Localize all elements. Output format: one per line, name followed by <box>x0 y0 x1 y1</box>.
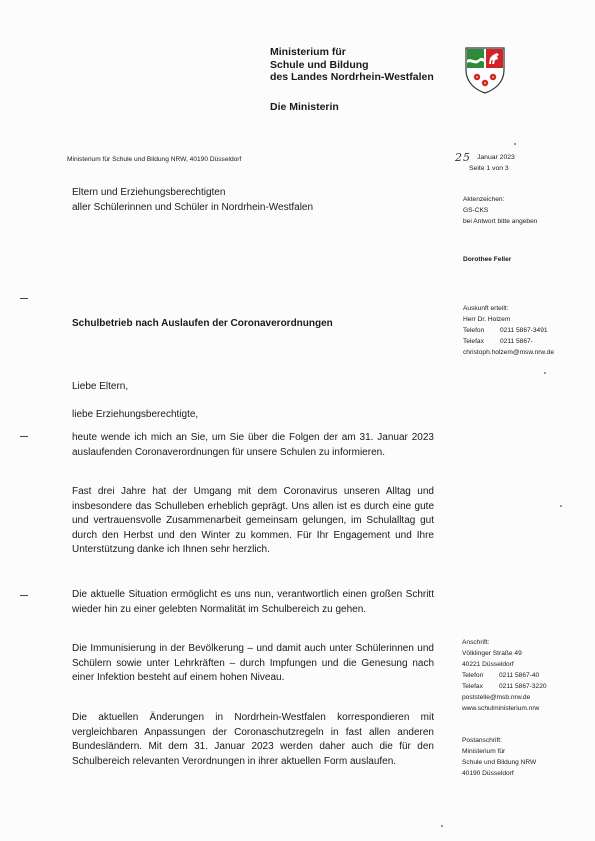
postal-line-1: Ministerium für <box>462 748 506 755</box>
address-fax-value: 0211 5867-3220 <box>499 683 547 690</box>
scan-speck <box>441 825 443 827</box>
contact-phone-value: 0211 5867-3491 <box>500 327 548 334</box>
contact-fax-value: 0211 5867- <box>500 338 533 345</box>
body-paragraph-3: Die aktuelle Situation ermöglicht es uns nun, verantwortlich einen großen Schritt wieder hin zu einer gelebten Normalität im Schulbereich zu gehen. <box>72 589 434 615</box>
scan-speck <box>560 505 562 507</box>
body-paragraph-2: Fast drei Jahre hat der Umgang mit dem Coronavirus unseren Alltag und insbesondere das Schulleben erheblich geprägt. Uns allen ist es durch eine gute und vertrauensvolle Zusammenarbeit gemeinsam gelungen, im Schulalltag gut durch den Herbst und den Winter zu kommen. Für Ihr Engagement und Ihre Unterstützung danke ich Ihnen sehr herzlich. <box>72 486 434 555</box>
scan-speck <box>544 372 546 374</box>
contact-phone-row <box>463 325 554 336</box>
contact-phone-label: Telefon <box>463 327 485 334</box>
nrw-coat-of-arms-icon <box>464 46 506 94</box>
reference-note: bei Antwort bitte angeben <box>463 218 538 225</box>
body-paragraph-4: Die Immunisierung in der Bevölkerung – und damit auch unter Schülerinnen und Schülern sowie unter Lehrkräften – durch Impfungen und die Genesung nach einer Infektion besteht auf einem hohen Niveau. <box>72 643 434 683</box>
reference-value: GS-CKS <box>463 207 489 214</box>
postal-address-block <box>462 735 536 779</box>
address-street: Völklinger Straße 49 <box>462 650 522 657</box>
contact-name: Herr Dr. Holzem <box>463 316 511 323</box>
date-block <box>455 152 515 174</box>
address-fax-row <box>462 681 547 692</box>
contact-label: Auskunft erteilt: <box>463 305 509 312</box>
handwritten-date-day: 25 <box>455 151 471 164</box>
sender-address-line: Ministerium für Schule und Bildung NRW, 40190 Düsseldorf <box>67 156 242 163</box>
fold-mark <box>20 595 28 596</box>
signer-name: Dorothee Feller <box>463 256 512 263</box>
date-month-year: Januar 2023 <box>477 154 515 161</box>
address-block <box>462 637 547 714</box>
recipient-line-1: Eltern und Erziehungsberechtigten <box>72 187 226 198</box>
postal-line-3: 40190 Düsseldorf <box>462 770 514 777</box>
scan-speck <box>514 143 516 145</box>
recipient-line-2: aller Schülerinnen und Schüler in Nordrhein-Westfalen <box>72 202 314 213</box>
contact-fax-label: Telefax <box>463 338 484 345</box>
address-phone-value: 0211 5867-40 <box>499 672 540 679</box>
ministry-name-line-3: des Landes Nordrhein-Westfalen <box>270 71 434 83</box>
fold-mark <box>20 298 28 299</box>
body-paragraph-1: heute wende ich mich an Sie, um Sie über die Folgen der am 31. Januar 2023 auslaufenden Coronaverordnungen für unsere Schulen zu informieren. <box>72 432 434 458</box>
contact-email: christoph.holzem@msw.nrw.de <box>463 349 554 356</box>
letter-subject: Schulbetrieb nach Auslaufen der Coronaverordnungen <box>72 318 333 329</box>
contact-block <box>463 303 554 358</box>
salutation-line-1: Liebe Eltern, <box>72 381 129 392</box>
address-city: 40221 Düsseldorf <box>462 661 514 668</box>
recipient-block <box>72 185 313 215</box>
address-label: Anschrift: <box>462 639 490 646</box>
address-email: poststelle@msb.nrw.de <box>462 694 531 701</box>
ministry-name-line-2: Schule und Bildung <box>270 58 369 71</box>
page-indicator: Seite 1 von 3 <box>469 165 509 172</box>
ministry-name <box>270 46 434 84</box>
contact-fax-row <box>463 336 554 347</box>
reference-block <box>463 194 537 227</box>
address-phone-row <box>462 670 547 681</box>
address-fax-label: Telefax <box>462 683 483 690</box>
fold-mark <box>20 436 28 437</box>
ministry-name-line-1: Ministerium für <box>270 46 346 58</box>
address-website: www.schulministerium.nrw <box>462 705 540 712</box>
postal-label: Postanschrift: <box>462 737 502 744</box>
reference-label: Aktenzeichen: <box>463 196 505 203</box>
minister-role: Die Ministerin <box>270 101 339 113</box>
postal-line-2: Schule und Bildung NRW <box>462 759 537 766</box>
body-paragraph-5: Die aktuellen Änderungen in Nordrhein-Westfalen korrespondieren mit vergleichbaren Anpassungen der Coronaschutzregeln in fast allen anderen Bundesländern. Mit dem 31. Januar 2023 werden daher auch die für den Schulbereich relevanten Verordnungen in ihrer aktuellen Form auslaufen. <box>72 712 434 767</box>
salutation-line-2: liebe Erziehungsberechtigte, <box>72 409 199 420</box>
address-phone-label: Telefon <box>462 672 484 679</box>
